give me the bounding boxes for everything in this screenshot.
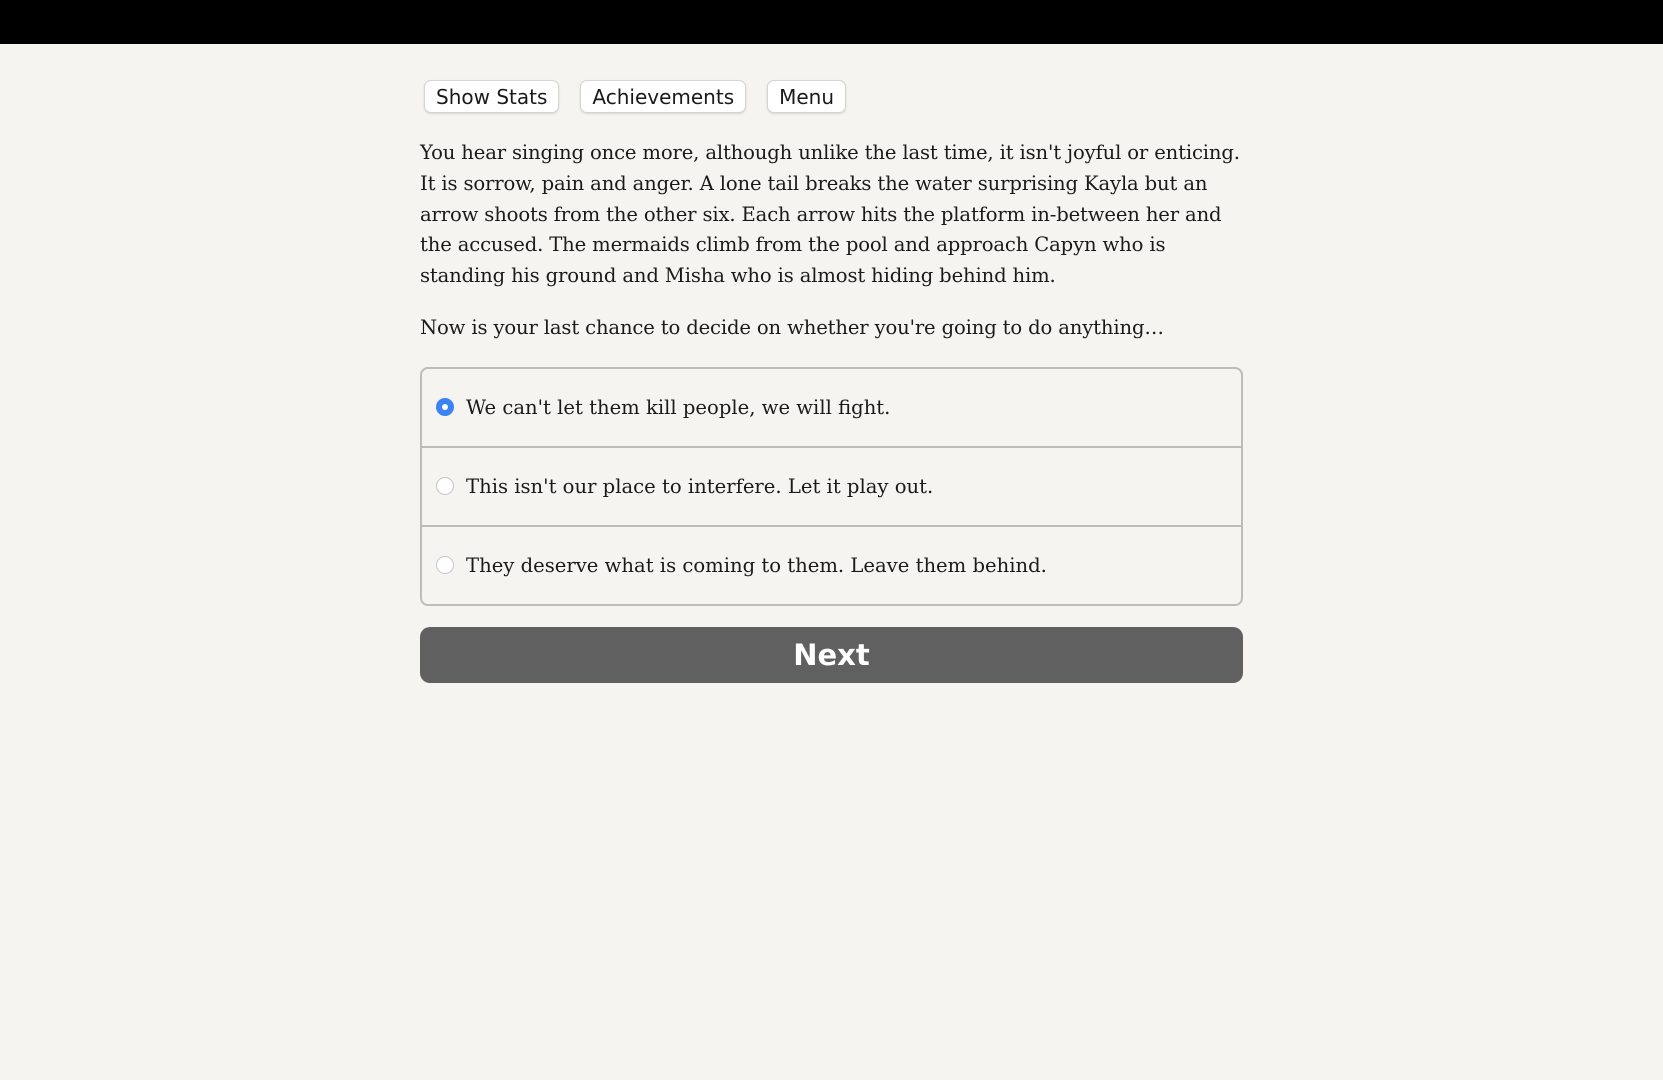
- achievements-button[interactable]: Achievements: [580, 80, 746, 113]
- choice-list: [420, 367, 1243, 606]
- choice-label: They deserve what is coming to them. Leave them behind.: [466, 553, 1047, 577]
- choice-option-fight[interactable]: [422, 369, 1241, 446]
- game-content: [420, 80, 1243, 683]
- choice-option-leave-them[interactable]: [422, 525, 1241, 604]
- radio-unselected-icon[interactable]: [436, 556, 454, 574]
- story-paragraph: Now is your last chance to decide on whether you're going to do anything…: [420, 315, 1164, 339]
- top-black-bar: [0, 0, 1663, 44]
- radio-selected-icon[interactable]: [436, 398, 454, 416]
- next-button[interactable]: Next: [420, 627, 1243, 683]
- story-paragraph: You hear singing once more, although unlike the last time, it isn't joyful or enticing. It is sorrow, pain and anger. A lone tail breaks the water surprising Kayla but an arrow shoots from the other six. Each arrow hits the platform in-between her and the accused. The mermaids climb from the pool and approach Capyn who is standing his ground and Misha who is almost hiding behind him.: [420, 141, 1240, 288]
- choice-label: This isn't our place to interfere. Let it play out.: [466, 474, 934, 498]
- radio-unselected-icon[interactable]: [436, 477, 454, 495]
- choice-label: We can't let them kill people, we will fight.: [466, 395, 891, 419]
- show-stats-button[interactable]: Show Stats: [424, 80, 559, 113]
- choice-option-let-it-play-out[interactable]: [422, 446, 1241, 525]
- story-text: [420, 138, 1243, 344]
- toolbar: [424, 80, 1243, 113]
- menu-button[interactable]: Menu: [767, 80, 846, 113]
